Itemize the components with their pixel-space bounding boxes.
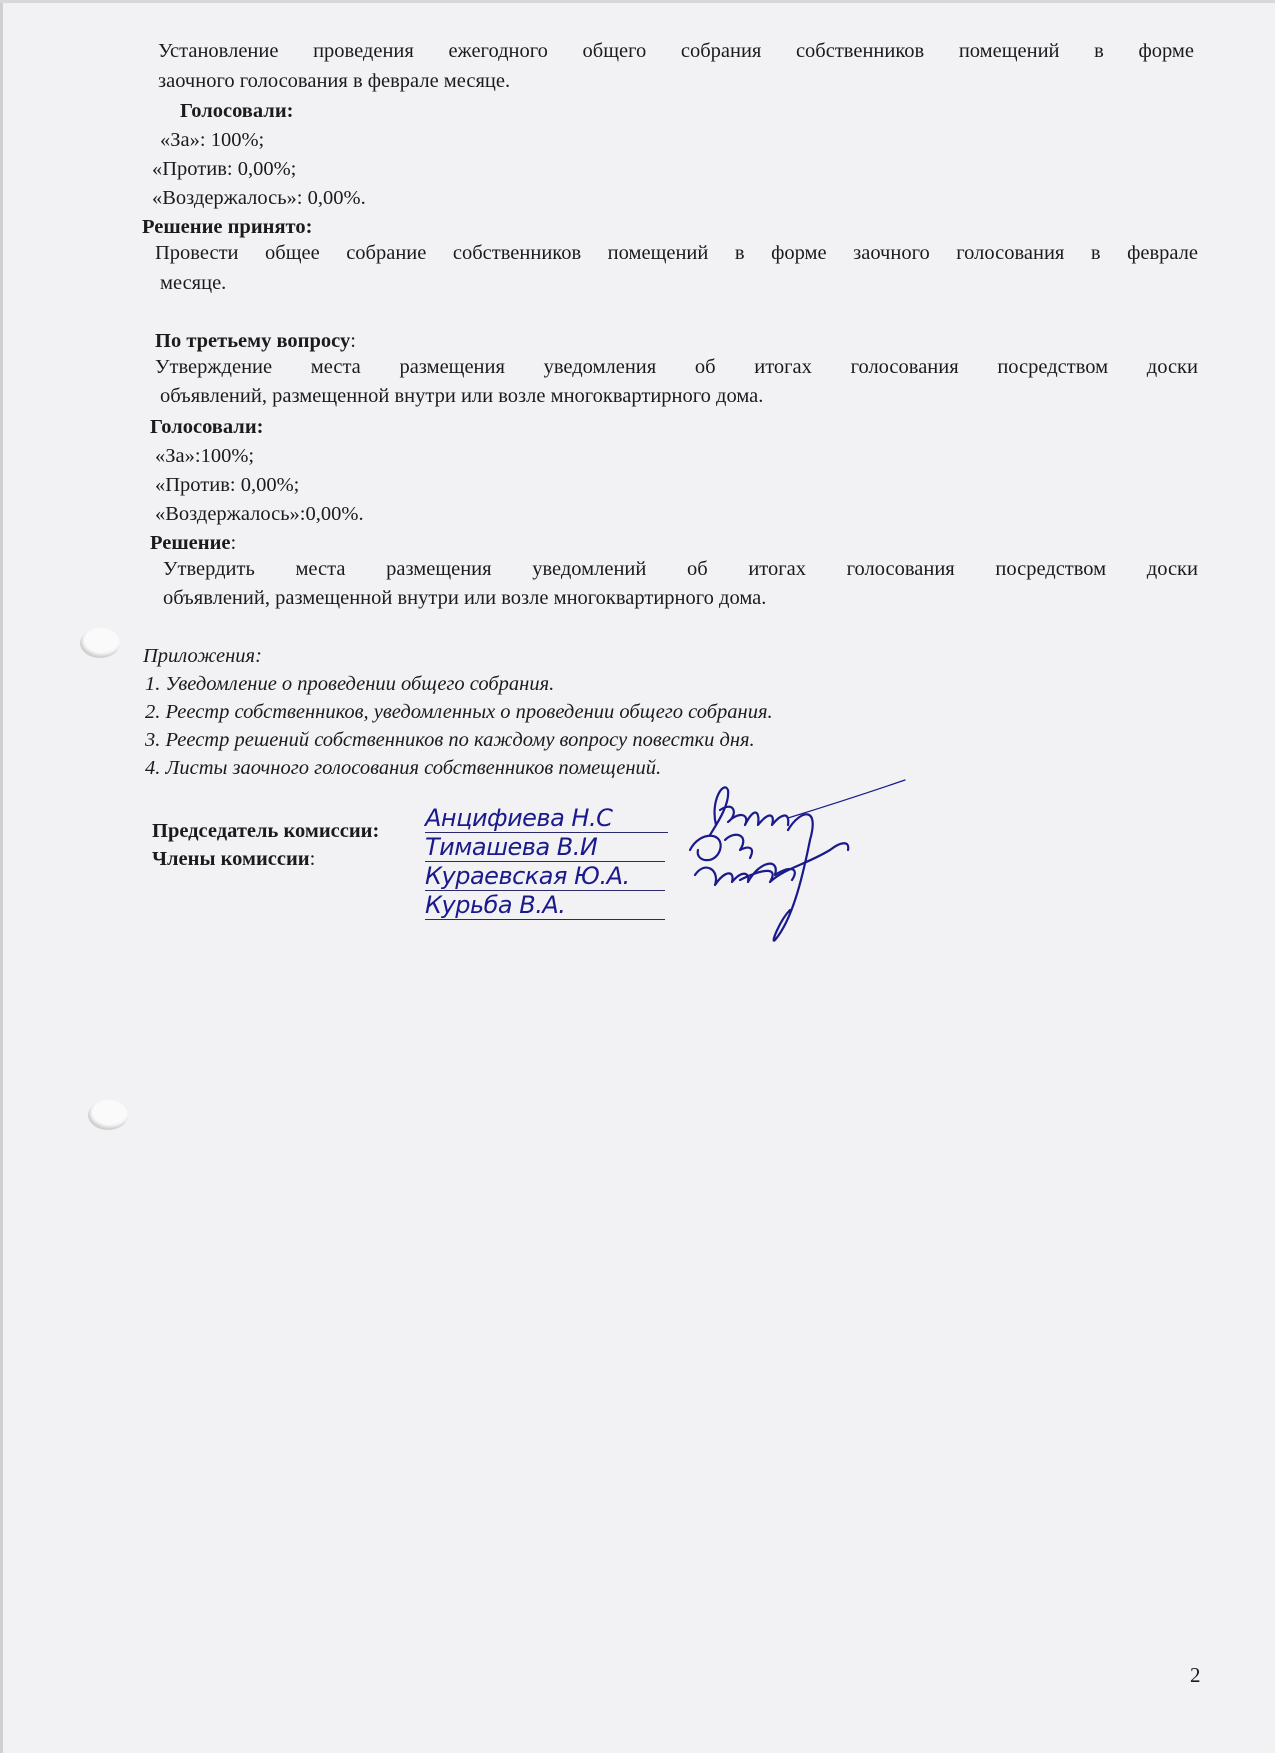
handwritten-name-member: Кураевская Ю.А.	[425, 862, 630, 890]
attachment-item: 1. Уведомление о проведении общего собрания.	[145, 673, 555, 695]
handwritten-names	[425, 803, 685, 953]
agenda3-decision-text: Решение	[150, 532, 231, 554]
punch-hole-bottom	[88, 1100, 128, 1130]
signature-long-stroke	[788, 780, 905, 818]
agenda2-vote-abstain: «Воздержалось»: 0,00%.	[152, 187, 366, 209]
agenda3-decision-line2: объявлений, размещенной внутри или возле многоквартирного дома.	[163, 587, 767, 609]
handwritten-name-member: Тимашева В.И	[425, 833, 598, 861]
attachment-item: 2. Реестр собственников, уведомленных о проведении общего собрания.	[145, 701, 773, 723]
members-label-colon: :	[309, 848, 316, 870]
page-number: 2	[1190, 1663, 1201, 1687]
handwritten-name-member: Курьба В.А.	[425, 891, 566, 919]
agenda2-vote-against: «Против: 0,00%;	[152, 158, 297, 180]
agenda3-heading-colon: :	[350, 330, 356, 352]
scan-edge-top	[0, 0, 1275, 3]
signature-stroke-member1	[690, 835, 752, 860]
agenda3-vote-abstain: «Воздержалось»:0,00%.	[155, 503, 364, 525]
attachment-item: 4. Листы заочного голосования собственников помещений.	[145, 757, 662, 779]
agenda3-text-line2: объявлений, размещенной внутри или возле многоквартирного дома.	[160, 385, 764, 407]
agenda2-decision-line2: месяце.	[160, 272, 227, 294]
agenda2-decision-heading: Решение принято:	[142, 216, 313, 238]
chair-label: Председатель комиссии:	[152, 820, 380, 842]
agenda3-decision-heading	[150, 530, 236, 556]
handwritten-name-chair: Анцифиева Н.С	[425, 804, 613, 832]
signature-stroke-chair	[710, 787, 788, 835]
attachments-heading: Приложения:	[143, 645, 262, 667]
signature-stroke-member2	[695, 814, 813, 940]
agenda3-heading-text: По третьему вопросу	[155, 330, 351, 352]
agenda3-text-line1: Утверждение места размещения уведомления об итогах голосования посредством доски	[155, 356, 1198, 378]
agenda3-decision-colon: :	[230, 532, 237, 554]
agenda2-decision-line1: Провести общее собрание собственников помещений в форме заочного голосования в феврале	[155, 242, 1198, 264]
punch-hole-top	[80, 628, 120, 658]
attachment-item: 3. Реестр решений собственников по каждому вопросу повестки дня.	[145, 729, 755, 751]
agenda2-vote-for: «За»: 100%;	[160, 129, 265, 151]
members-label	[152, 846, 315, 872]
agenda3-vote-for: «За»:100%;	[155, 445, 255, 467]
scan-edge-left	[0, 0, 3, 1753]
agenda3-vote-against: «Против: 0,00%;	[155, 474, 300, 496]
agenda3-voted-heading: Голосовали:	[150, 416, 264, 438]
agenda3-decision-line1: Утвердить места размещения уведомлений об итогах голосования посредством доски	[163, 558, 1198, 580]
agenda3-heading	[155, 328, 356, 354]
handwritten-signatures	[680, 770, 920, 950]
agenda2-voted-heading: Голосовали:	[180, 100, 294, 122]
signature-underline	[425, 919, 665, 920]
agenda2-text-line2: заочного голосования в феврале месяце.	[158, 70, 511, 92]
members-label-text: Члены комиссии	[152, 848, 310, 870]
agenda2-text-line1: Установление проведения ежегодного общего собрания собственников помещений в форме	[158, 40, 1194, 62]
